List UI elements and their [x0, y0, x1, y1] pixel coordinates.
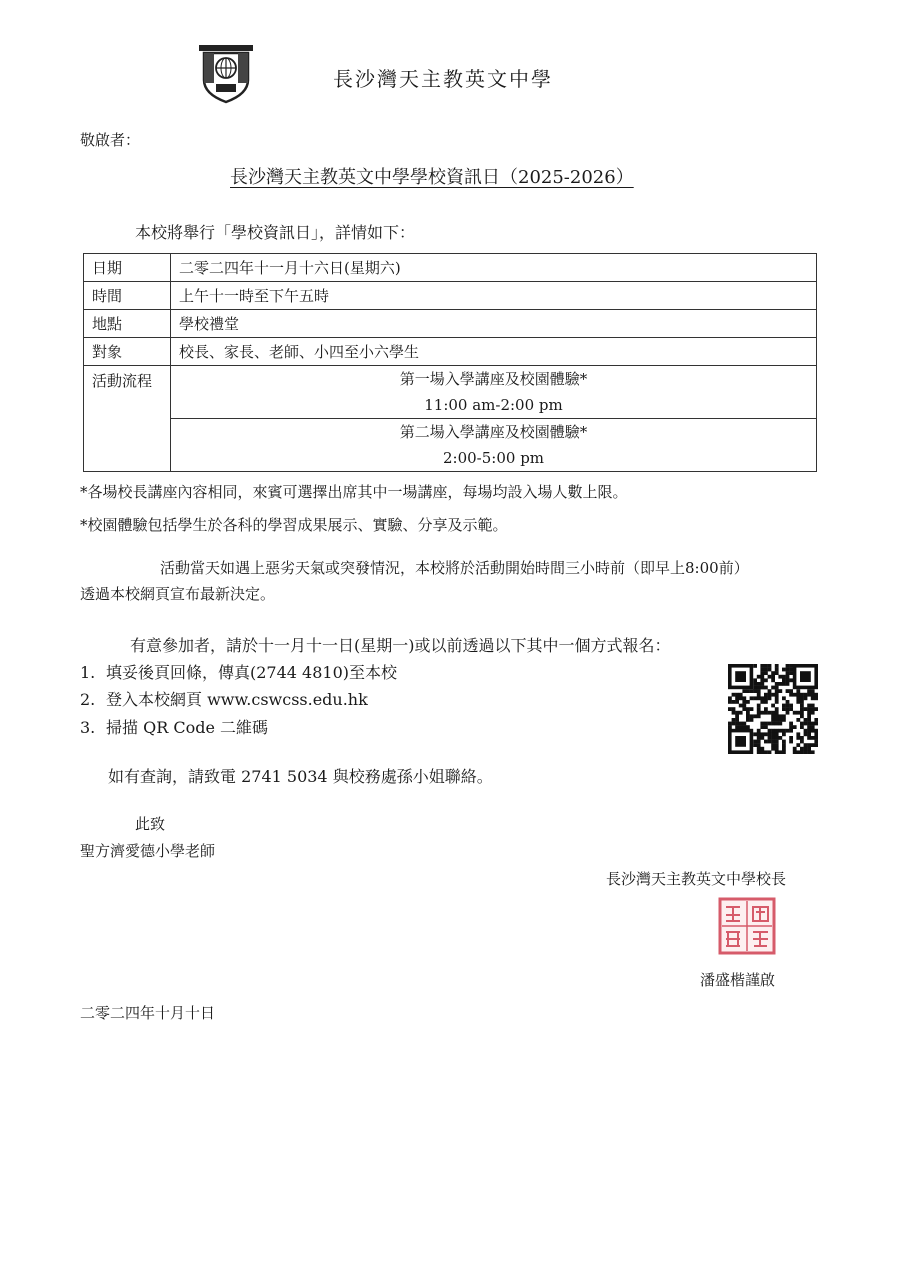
intro-text: 本校將舉行「學校資訊日」，詳情如下： [135, 223, 416, 242]
footnote-campus-experience: *校園體驗包括學生於各科的學習成果展示、實驗、分享及示範。 [80, 516, 508, 534]
red-seal-stamp-icon [718, 897, 776, 955]
schedule-label: 活動流程 [84, 366, 171, 472]
salutation: 敬啟者： [80, 131, 141, 149]
footnote-lecture: *各場校長講座內容相同，來賓可選擇出席其中一場講座，每場均設入場人數上限。 [80, 483, 628, 501]
school-name: 長沙灣天主教英文中學 [333, 67, 553, 91]
signature: 潘盛楷謹啟 [700, 971, 776, 989]
method-text: 填妥後頁回條，傳真(2744 4810)至本校 [106, 663, 398, 682]
venue-label: 地點 [84, 310, 171, 338]
recipient: 聖方濟愛德小學老師 [80, 842, 216, 860]
table-row [84, 338, 817, 366]
audience-label: 對象 [84, 338, 171, 366]
method-text: 掃描 QR Code 二維碼 [106, 718, 269, 737]
school-crest-icon [198, 44, 254, 104]
table-row [84, 254, 817, 282]
registration-intro: 有意參加者，請於十一月十一日(星期一)或以前透過以下其中一個方式報名： [130, 636, 671, 655]
session-1-name: 第一場入學講座及校園體驗* [399, 370, 588, 388]
session-2 [171, 419, 817, 472]
method-text: 登入本校網頁 www.cswcss.edu.hk [106, 690, 368, 709]
closing: 此致 [135, 815, 166, 833]
letter-date: 二零二四年十月十日 [80, 1004, 216, 1022]
method-number: 3. [80, 718, 96, 737]
method-number: 2. [80, 690, 96, 709]
date-value: 二零二四年十一月十六日(星期六) [171, 254, 817, 282]
weather-notice-line2: 透過本校網頁宣布最新決定。 [80, 585, 276, 603]
signer-title: 長沙灣天主教英文中學校長 [606, 870, 787, 888]
inquiry-text: 如有查詢，請致電 2741 5034 與校務處孫小姐聯絡。 [108, 767, 493, 786]
table-row [84, 282, 817, 310]
venue-value: 學校禮堂 [171, 310, 817, 338]
document-title: 長沙灣天主教英文中學學校資訊日（2025-2026） [230, 167, 634, 188]
qr-code-icon [728, 664, 818, 754]
event-details-table [83, 253, 817, 472]
method-number: 1. [80, 663, 96, 682]
registration-method [80, 715, 268, 738]
session-1 [171, 366, 817, 419]
time-label: 時間 [84, 282, 171, 310]
table-row [84, 366, 817, 419]
time-value: 上午十一時至下午五時 [171, 282, 817, 310]
weather-notice-line1: 活動當天如遇上惡劣天氣或突發情況，本校將於活動開始時間三小時前（即早上8:00前） [160, 559, 749, 577]
registration-method [80, 687, 368, 710]
audience-value: 校長、家長、老師、小四至小六學生 [171, 338, 817, 366]
table-row [84, 310, 817, 338]
date-label: 日期 [84, 254, 171, 282]
session-2-name: 第二場入學講座及校園體驗* [399, 423, 588, 441]
table-row [84, 419, 817, 472]
session-2-time: 2:00-5:00 pm [442, 449, 545, 467]
session-1-time: 11:00 am-2:00 pm [424, 396, 563, 414]
registration-method [80, 660, 397, 683]
